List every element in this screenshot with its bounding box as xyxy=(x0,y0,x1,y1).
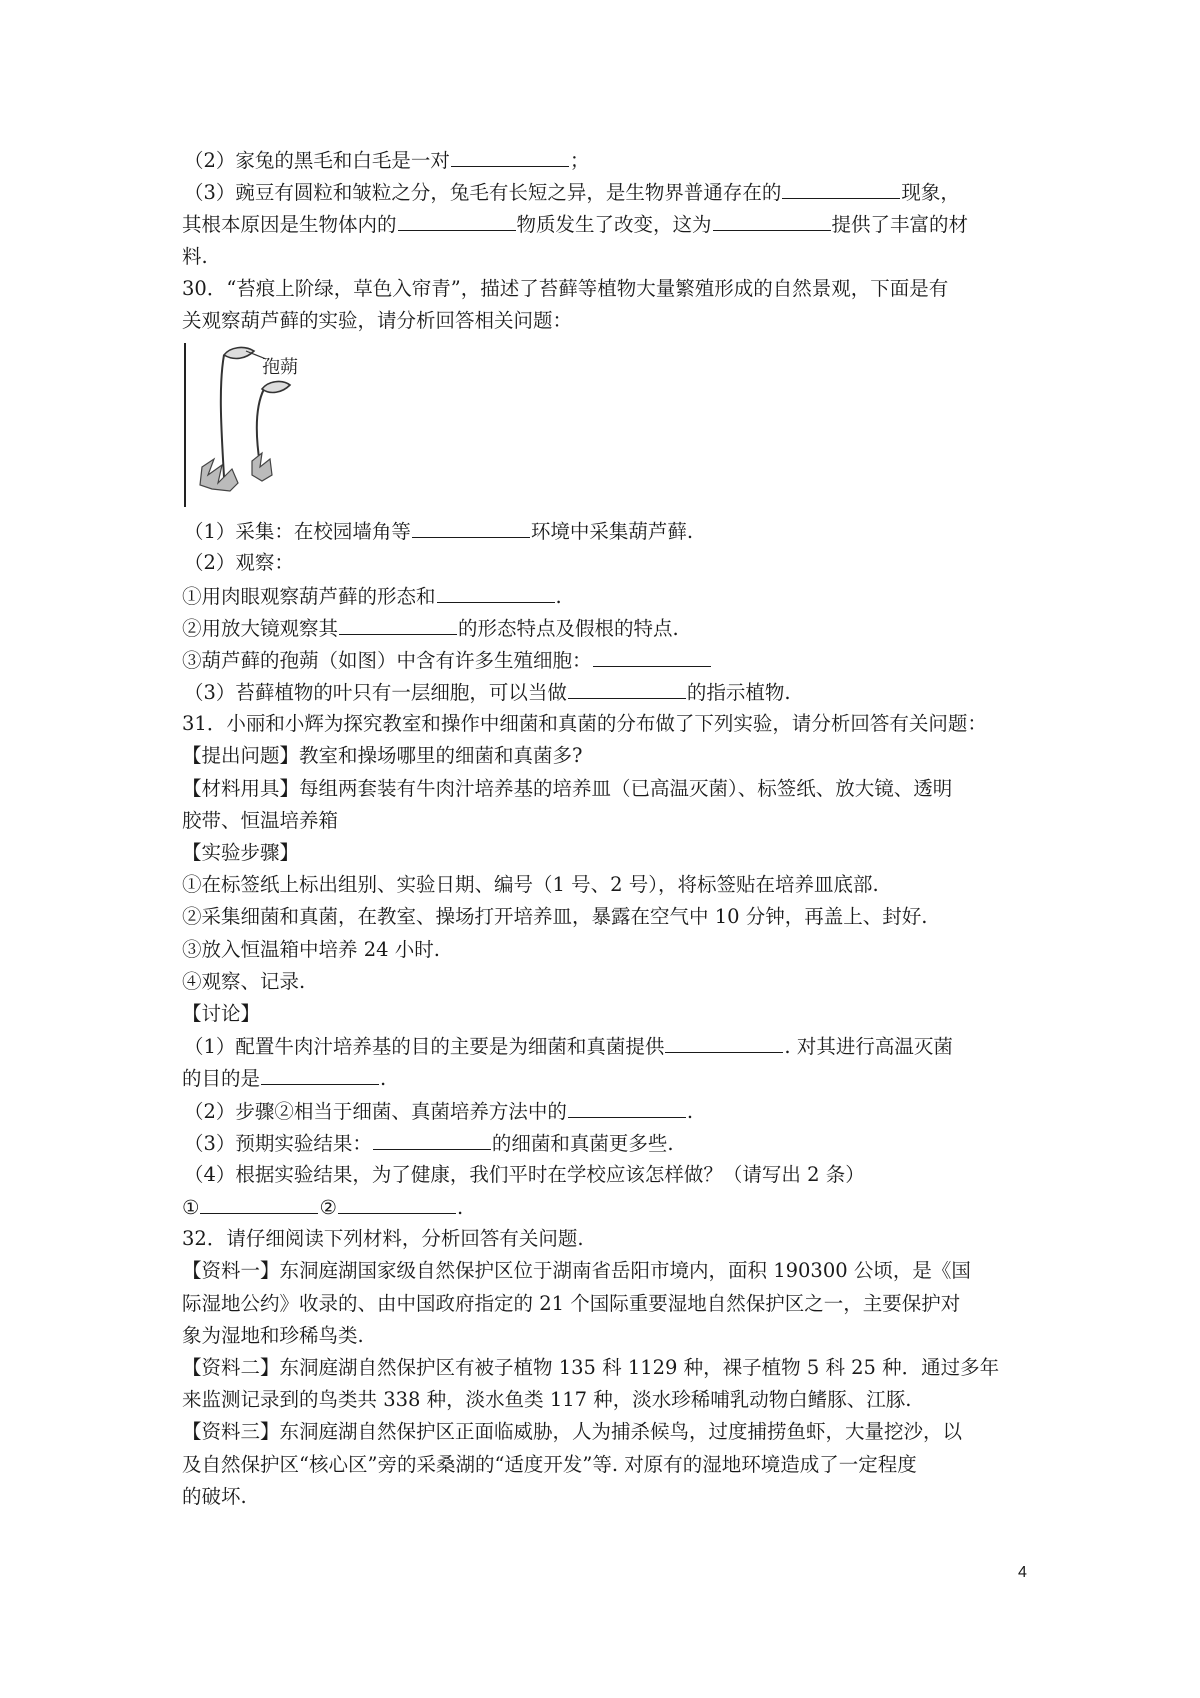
q32-material-1: 【资料一】东洞庭湖国家级自然保护区位于湖南省岳阳市境内，面积 190300 公顷，是《国 xyxy=(182,1259,971,1283)
q32-material-2: 【资料二】东洞庭湖自然保护区有被子植物 135 科 1129 种，裸子植物 5 科 25 种．通过多年 xyxy=(182,1356,1000,1379)
q32-material-3-cont: 及自然保护区“核心区”旁的采桑湖的“适度开发”等. 对原有的湿地环境造成了一定程度 xyxy=(182,1452,917,1476)
q31-d4-answers: ① ② . xyxy=(182,1191,1028,1223)
q29-3-line: （3）豌豆有圆粒和皱粒之分，兔毛有长短之异，是生物界普通存在的 现象， xyxy=(182,176,1028,208)
moss-figure xyxy=(182,339,1028,511)
q29-3-line-cont: 其根本原因是生物体内的 物质发生了改变，这为 提供了丰富的材 xyxy=(182,208,1028,240)
q31-d2-line: （2）步骤②相当于细菌、真菌培养方法中的 . xyxy=(182,1095,1028,1127)
page-number: 4 xyxy=(1018,1564,1027,1581)
q31-steps-heading: 【实验步骤】 xyxy=(182,841,300,864)
q32-material-3: 【资料三】东洞庭湖自然保护区正面临威胁，人为捕杀候鸟，过度捕捞鱼虾，大量挖沙，以 xyxy=(182,1420,963,1444)
q31-step-4: ④观察、记录. xyxy=(182,969,306,993)
q32-material-1-cont: 际湿地公约》收录的、由中国政府指定的 21 个国际重要湿地自然保护区之一，主要保护对 xyxy=(182,1291,961,1315)
q30-stem-cont: 关观察葫芦藓的实验，请分析回答相关问题： xyxy=(182,308,573,332)
answer-blank[interactable] xyxy=(398,208,516,231)
q31-d1-line-cont: 的目的是 . xyxy=(182,1062,1028,1094)
q32-material-2-cont: 来监测记录到的鸟类共 338 种，淡水鱼类 117 种，淡水珍稀哺乳动物白鳍豚、江豚. xyxy=(182,1388,912,1412)
q31-step-3: ③放入恒温箱中培养 24 小时. xyxy=(182,937,440,961)
q30-3-line: （3）苔藓植物的叶只有一层细胞，可以当做 的指示植物. xyxy=(182,676,1028,708)
answer-blank[interactable] xyxy=(338,1191,456,1214)
answer-blank[interactable] xyxy=(451,144,569,167)
answer-blank[interactable] xyxy=(200,1191,318,1214)
answer-blank[interactable] xyxy=(437,580,555,603)
q30-2b-line: ②用放大镜观察其 的形态特点及假根的特点. xyxy=(182,612,1028,644)
q31-stem: 31．小丽和小辉为探究教室和操作中细菌和真菌的分布做了下列实验，请分析回答有关问题： xyxy=(182,712,987,736)
q30-2a-line: ①用肉眼观察葫芦藓的形态和 . xyxy=(182,580,1028,612)
q29-2-line: （2）家兔的黑毛和白毛是一对 ； xyxy=(182,144,1028,176)
answer-blank[interactable] xyxy=(593,644,711,667)
capsule-icon xyxy=(262,382,290,393)
q31-step-1: ①在标签纸上标出组别、实验日期、编号（1 号、2 号），将标签贴在培养皿底部. xyxy=(182,873,879,897)
moss-illustration xyxy=(182,339,322,511)
answer-blank[interactable] xyxy=(782,176,900,199)
q32-material-3-end: 的破坏. xyxy=(182,1484,247,1508)
q31-d3-line: （3）预期实验结果： 的细菌和真菌更多些. xyxy=(182,1127,1028,1159)
moss-leaves xyxy=(252,453,272,481)
answer-blank[interactable] xyxy=(339,612,457,635)
q31-d4-line: （4）根据实验结果，为了健康，我们平时在学校应该怎样做？（请写出 2 条） xyxy=(184,1162,865,1186)
answer-blank[interactable] xyxy=(412,515,530,538)
question-text xyxy=(182,144,1028,1513)
q31-materials-cont: 胶带、恒温培养箱 xyxy=(182,808,339,832)
capsule-label: 孢蒴 xyxy=(262,357,298,378)
moss-stalk xyxy=(221,355,224,477)
answer-blank[interactable] xyxy=(568,1095,686,1118)
q32-material-1-end: 象为湿地和珍稀鸟类. xyxy=(182,1323,364,1347)
q30-2c-line: ③葫芦藓的孢蒴（如图）中含有许多生殖细胞： xyxy=(182,644,1028,676)
q29-3-line-end: 料. xyxy=(182,244,208,268)
answer-blank[interactable] xyxy=(665,1030,783,1053)
answer-blank[interactable] xyxy=(568,676,686,699)
q31-d1-line: （1）配置牛肉汁培养基的目的主要是为细菌和真菌提供 . 对其进行高温灭菌 xyxy=(182,1030,1028,1062)
answer-blank[interactable] xyxy=(373,1127,491,1150)
q31-discussion-heading: 【讨论】 xyxy=(182,1001,261,1025)
q31-question: 【提出问题】教室和操场哪里的细菌和真菌多? xyxy=(182,744,583,768)
q30-1-line: （1）采集：在校园墙角等 环境中采集葫芦藓. xyxy=(182,515,1028,547)
q32-stem: 32．请仔细阅读下列材料，分析回答有关问题. xyxy=(182,1227,584,1251)
q30-stem: 30．“苔痕上阶绿，草色入帘青”，描述了苔藓等植物大量繁殖形成的自然景观，下面是有 xyxy=(182,276,949,300)
q31-materials: 【材料用具】每组两套装有牛肉汁培养基的培养皿（已高温灭菌）、标签纸、放大镜、透明 xyxy=(182,776,953,800)
q30-2-line: （2）观察： xyxy=(184,551,294,575)
answer-blank[interactable] xyxy=(261,1062,379,1085)
answer-blank[interactable] xyxy=(713,208,831,231)
moss-leaves xyxy=(200,459,238,491)
q31-step-2: ②采集细菌和真菌，在教室、操场打开培养皿，暴露在空气中 10 分钟，再盖上、封好. xyxy=(182,905,928,929)
